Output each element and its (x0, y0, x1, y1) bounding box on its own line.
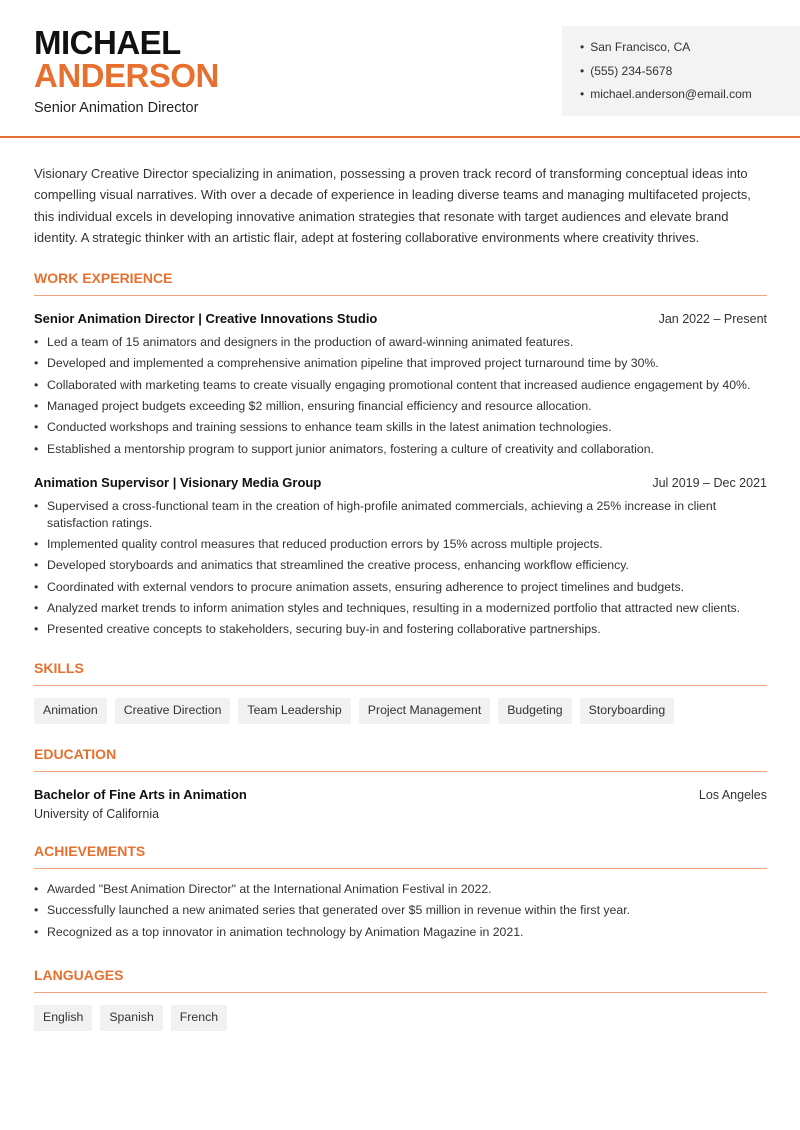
skill-tag: Creative Direction (115, 698, 231, 724)
job-role: Senior Animation Director | Creative Innovations Studio (34, 311, 378, 327)
job-bullet: • Established a mentorship program to support junior animators, fostering a culture of creativity and collaboration. (34, 441, 767, 458)
language-tag: English (34, 1005, 92, 1031)
languages-list (34, 1005, 767, 1031)
job-header (34, 310, 767, 328)
degree: Bachelor of Fine Arts in Animation (34, 787, 247, 803)
last-name: ANDERSON (34, 57, 219, 94)
job-role: Animation Supervisor | Visionary Media Group (34, 474, 322, 490)
section-skills: SKILLS (34, 660, 767, 686)
job-bullet: • Collaborated with marketing teams to create visually engaging promotional content that increased audience engagement by 40%. (34, 377, 767, 394)
job-bullet: • Developed storyboards and animatics that streamlined the creative process, enhancing workflow efficiency. (34, 557, 767, 574)
school: University of California (34, 807, 160, 822)
job-dates: Jul 2019 – Dec 2021 (652, 475, 767, 490)
language-tag: Spanish (100, 1005, 162, 1031)
job-dates: Jan 2022 – Present (658, 312, 767, 327)
job-bullet: • Supervised a cross-functional team in the creation of high-profile animated commercials, achieving a 25% increase in client satisfaction ratings. (34, 498, 767, 532)
skills-list (34, 698, 767, 724)
language-tag: French (171, 1005, 227, 1031)
skill-tag: Team Leadership (238, 698, 350, 724)
job-bullets (34, 334, 767, 457)
section-languages: LANGUAGES (34, 967, 767, 993)
summary: Visionary Creative Director specializing in animation, possessing a proven track record of transforming conceptual ideas into compelling visual narratives. With over a decade of experience in leading diverse teams and managing multifaceted projects, this individual excels in developing innovative animation strategies that resonate with target audiences and elevate brand identity. A strategic thinker with an artistic flair, adept at fostering collaborative environments where creativity thrives. (34, 166, 751, 245)
contact-email: • michael.anderson@email.com (580, 85, 800, 109)
skill-tag: Storyboarding (580, 698, 675, 724)
section-work-experience: WORK EXPERIENCE (34, 270, 767, 296)
contact-phone: • (555) 234-5678 (580, 62, 800, 86)
achievements-list (34, 881, 767, 941)
job-bullet: • Presented creative concepts to stakeholders, securing buy-in and fostering collaborative partnerships. (34, 621, 767, 638)
jobs-list (34, 310, 767, 638)
contact-box (562, 26, 800, 116)
achievement-item: • Successfully launched a new animated series that generated over $5 million in revenue within the first year. (34, 902, 767, 919)
job-bullets (34, 498, 767, 638)
education-entry (34, 786, 767, 804)
first-name: MICHAEL (34, 24, 181, 61)
job-bullet: • Managed project budgets exceeding $2 million, ensuring financial efficiency and resource allocation. (34, 398, 767, 415)
job-bullet: • Implemented quality control measures that reduced production errors by 15% across multiple projects. (34, 536, 767, 553)
section-education: EDUCATION (34, 746, 767, 772)
job-bullet: • Conducted workshops and training sessions to enhance team skills in the latest animation technologies. (34, 419, 767, 436)
section-achievements: ACHIEVEMENTS (34, 843, 767, 869)
job-bullet: • Coordinated with external vendors to procure animation assets, ensuring adherence to project timelines and budgets. (34, 579, 767, 596)
contact-location: • San Francisco, CA (580, 38, 800, 62)
job-bullet: • Led a team of 15 animators and designers in the production of award-winning animated features. (34, 334, 767, 351)
job-bullet: • Developed and implemented a comprehensive animation pipeline that improved project turnaround time by 30%. (34, 355, 767, 372)
achievement-item: • Recognized as a top innovator in animation technology by Animation Magazine in 2021. (34, 924, 767, 941)
job-bullet: • Analyzed market trends to inform animation styles and techniques, resulting in a modernized portfolio that attracted new clients. (34, 600, 767, 617)
job-title: Senior Animation Director (34, 100, 199, 116)
education-location: Los Angeles (698, 788, 767, 803)
skill-tag: Budgeting (498, 698, 571, 724)
achievement-item: • Awarded "Best Animation Director" at the International Animation Festival in 2022. (34, 881, 767, 898)
job-header (34, 474, 767, 492)
skill-tag: Animation (34, 698, 107, 724)
skill-tag: Project Management (359, 698, 490, 724)
resume-header (0, 0, 800, 138)
